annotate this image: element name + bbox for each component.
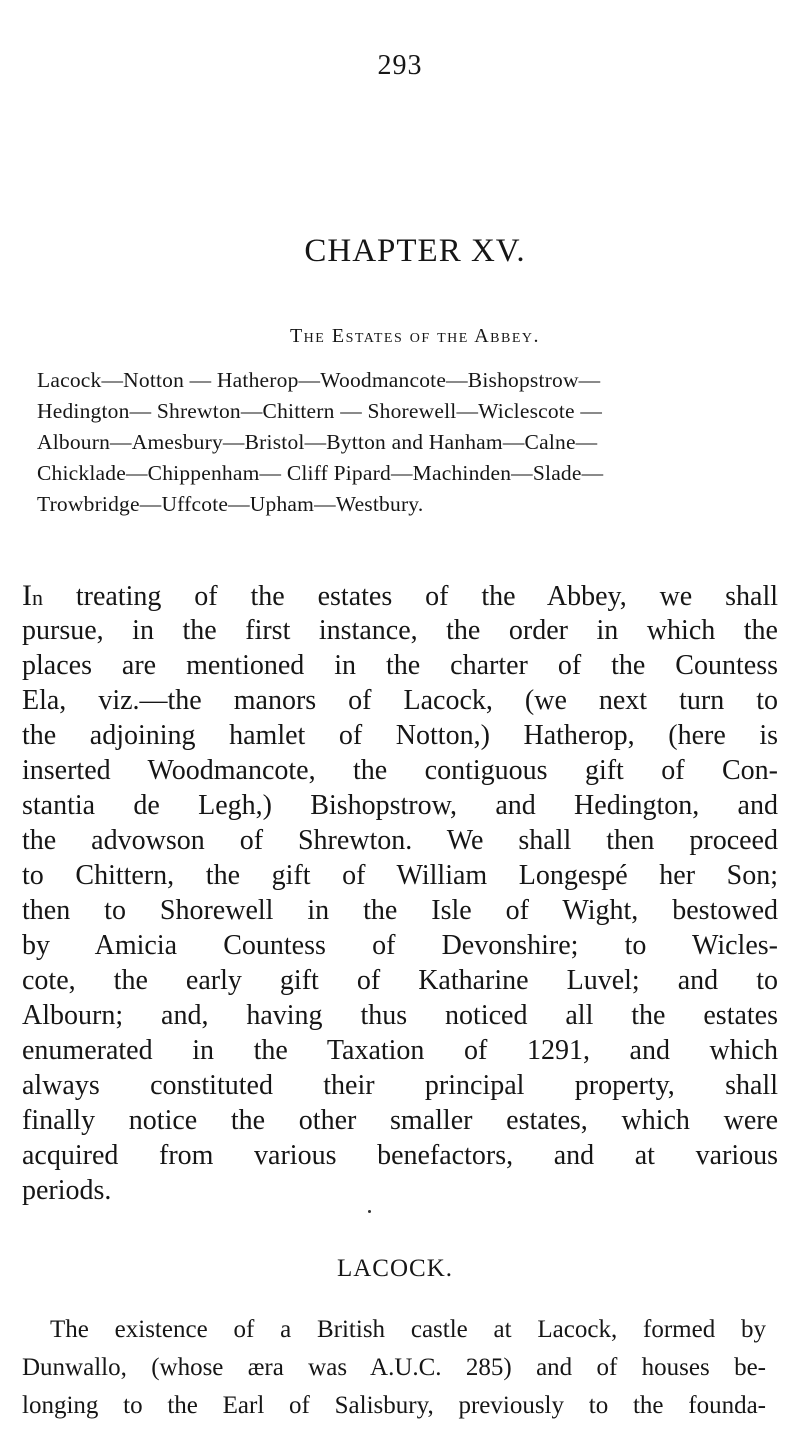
lacock-line: Dunwallo, (whose æra was A.U.C. 285) and of houses be- — [22, 1354, 766, 1381]
lacock-line: longing to the Earl of Salisbury, previously to the founda- — [22, 1392, 766, 1419]
intro-line: by Amicia Countess of Devonshire; to Wicles- — [22, 930, 778, 961]
contents-line: Albourn—Amesbury—Bristol—Bytton and Hanham—Calne— — [37, 430, 598, 454]
ink-speck — [368, 1210, 371, 1213]
intro-line: to Chittern, the gift of William Longespé her Son; — [22, 860, 778, 891]
contents-line: Chicklade—Chippenham— Cliff Pipard—Machinden—Slade— — [37, 461, 604, 485]
chapter-contents — [37, 365, 785, 520]
intro-line: the advowson of Shrewton. We shall then proceed — [22, 825, 778, 856]
intro-line: always constituted their principal property, shall — [22, 1070, 778, 1101]
intro-line: the adjoining hamlet of Notton,) Hatherop, (here is — [22, 720, 778, 751]
intro-line: periods. — [22, 1175, 112, 1206]
intro-first-line — [22, 578, 778, 613]
intro-line: pursue, in the first instance, the order in which the — [22, 615, 778, 646]
opening-small-caps: n — [32, 585, 43, 610]
intro-line: Ela, viz.—the manors of Lacock, (we next turn to — [22, 685, 778, 716]
intro-first-line-text: treating of the estates of the Abbey, we shall — [75, 581, 778, 612]
intro-line: stantia de Legh,) Bishopstrow, and Hedington, and — [22, 790, 778, 821]
page-number: 293 — [377, 50, 423, 81]
lacock-line: The existence of a British castle at Lacock, formed by — [50, 1316, 766, 1343]
section-heading: The Estates of the Abbey. — [289, 325, 541, 347]
intro-line: acquired from various benefactors, and at various — [22, 1140, 778, 1171]
intro-paragraph — [22, 578, 778, 1208]
intro-line: then to Shorewell in the Isle of Wight, bestowed — [22, 895, 778, 926]
opening-capital: I — [22, 579, 32, 612]
lacock-heading: LACOCK. — [336, 1255, 454, 1282]
intro-line: inserted Woodmancote, the contiguous gift of Con- — [22, 755, 778, 786]
intro-line: enumerated in the Taxation of 1291, and which — [22, 1035, 778, 1066]
chapter-title: CHAPTER XV. — [304, 233, 526, 269]
intro-line: cote, the early gift of Katharine Luvel; and to — [22, 965, 778, 996]
contents-line: Trowbridge—Uffcote—Upham—Westbury. — [37, 492, 424, 516]
contents-line: Lacock—Notton — Hatherop—Woodmancote—Bishopstrow— — [37, 368, 601, 392]
opening-word — [22, 581, 43, 612]
lacock-paragraph — [22, 1311, 766, 1425]
intro-line: Albourn; and, having thus noticed all the estates — [22, 1000, 778, 1031]
intro-line: places are mentioned in the charter of the Countess — [22, 650, 778, 681]
intro-line: finally notice the other smaller estates, which were — [22, 1105, 778, 1136]
contents-line: Hedington— Shrewton—Chittern — Shorewell—Wiclescote — — [37, 399, 603, 423]
